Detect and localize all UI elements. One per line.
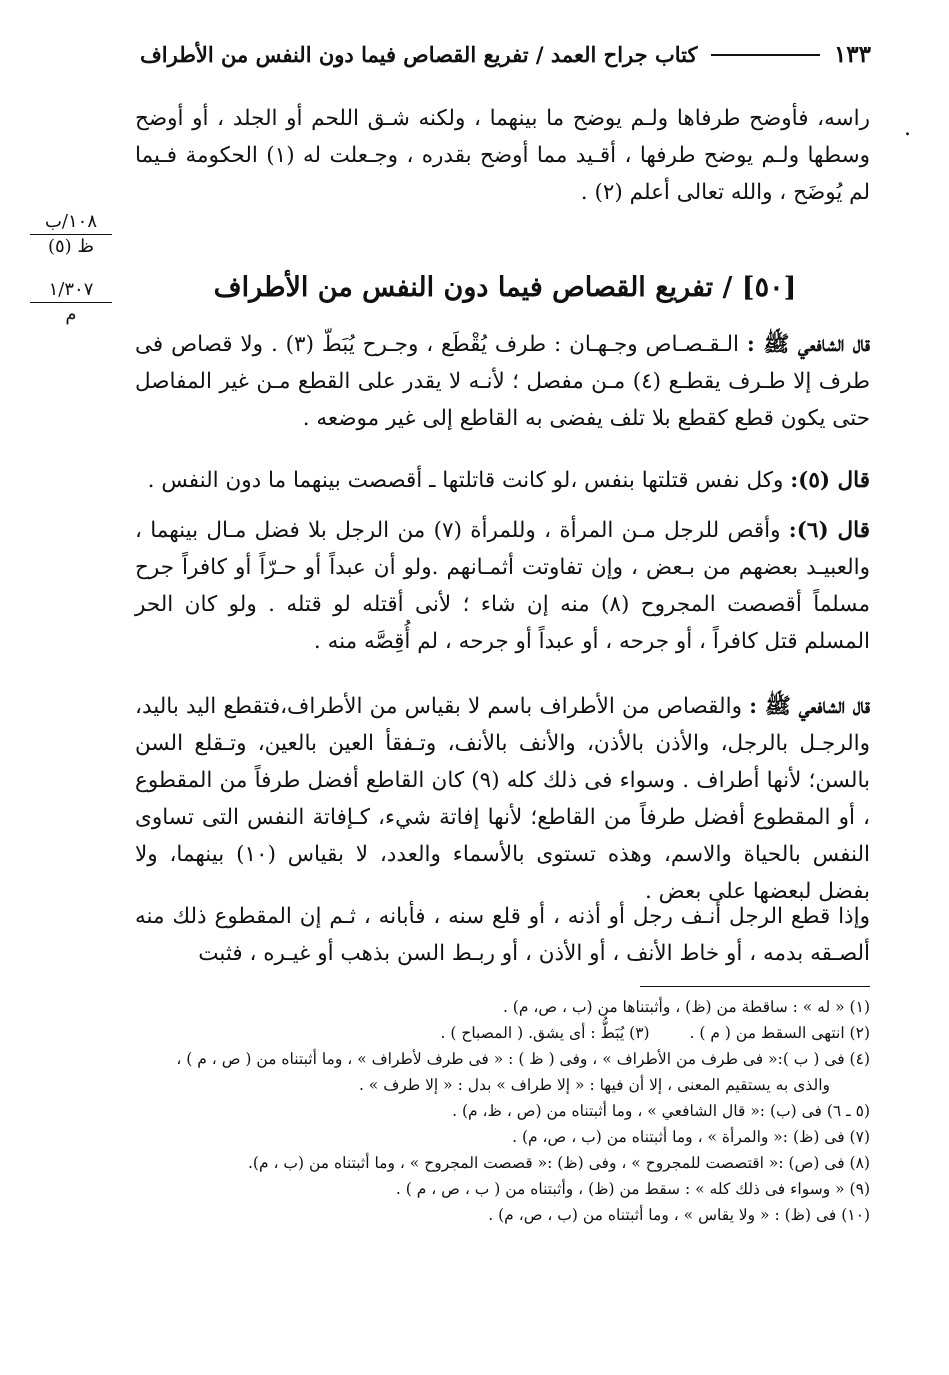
paragraph-text: وكل نفس قتلتها بنفس ،لو كانت قاتلتها ـ أقصصت بينهما ما دون النفس . (147, 468, 784, 493)
paragraph-1 (135, 100, 870, 211)
footnote: (٤) فى ( ب ):« فى طرف من الأطراف » ، وفى ( ظ ) : « فى طرف لأطراف » ، وما أثبتناه من ( ص ، م ) ، (176, 1050, 870, 1068)
footnote: (٢) انتهى السقط من ( م ) . (689, 1024, 870, 1042)
footnote: (٧) فى (ظ) :« والمرأة » ، وما أثبتناه من (ب ، ص، م) . (512, 1128, 870, 1146)
paragraph-2 (135, 326, 870, 437)
footnote-continuation: والذى به يستقيم المعنى ، إلا أن فيها : « إلا طراف » بدل : « إلا طرف » . (358, 1076, 830, 1094)
margin-note-line: ١/٣٠٧ (30, 278, 112, 303)
footnote: (٣) يُبَطُّ : أى يشق. ( المصباح ) . (440, 1024, 650, 1042)
running-header (140, 34, 871, 74)
margin-note-line: م (65, 304, 77, 325)
header-title: كتاب جراح العمد / تفريع القصاص فيما دون النفس من الأطراف (140, 41, 698, 67)
footnote: (٥ ـ ٦) فى (ب) :« قال الشافعي » ، وما أثبتناه من (ص ، ظ، م) . (452, 1102, 870, 1120)
margin-note-line: ظ (٥) (47, 236, 95, 257)
speaker-lead: قال (٥): (790, 468, 870, 493)
edge-mark: . (904, 116, 911, 141)
paragraph-text: وإذا قطع الرجل أنـف رجل أو أذنه ، أو قلع سنه ، فأبانه ، ثـم إن المقطوع ذلك منه ألصـقه بدمه ، أو خاط الأنف ، أو الأذن ، أو ربـط السن بذهب أو غيـره ، فثبت (135, 904, 870, 966)
paragraph-6 (135, 898, 870, 972)
paragraph-text: والقصاص من الأطراف باسم لا بقياس من الأطراف،فتقطع اليد باليد، والرجـل بالرجل، والأذن بالأذن، والأنف بالأنف، وتـفقأ العين بالعين، وتـقلع السن بالسن؛ لأنها أطراف . وسواء فى ذلك كله (٩) كان القاطع أفضل طرفاً من المقطوع ، أو المقطوع أفضل طرفاً من القاطع؛ لأنها إفاتة شيء، كـإفاتة النفس التى تساوى النفس بالحياة والاسم، وهذه تستوى بالأسماء والعدد، لا بقياس (١٠) بينهما، ولا بفضل لبعضها على بعض . (135, 694, 870, 904)
footnote: (٩) « وسواء فى ذلك كله » : سقط من (ظ) ، وأثبتناه من ( ب ، ص ، م ) . (395, 1180, 870, 1198)
speaker-lead: قال (٦): (788, 518, 870, 543)
paragraph-5 (135, 688, 870, 910)
footnote: (١٠) فى (ظ) : « ولا يقاس » ، وما أثبتناه من (ب ، ص، م) . (488, 1206, 870, 1224)
paragraph-4 (135, 512, 870, 660)
footnote: (٨) فى (ص) :« اقتصصت للمجروح » ، وفى (ظ) :« قصصت المجروح » ، وما أثبتناه من (ب ، م). (248, 1154, 870, 1172)
header-rule (711, 54, 819, 56)
margin-note-folio-1 (30, 210, 112, 259)
section-heading: [٥٠] / تفريع القصاص فيما دون النفس من الأطراف (213, 272, 797, 303)
page-number: ١٣٣ (833, 40, 871, 68)
footnotes (140, 994, 870, 1228)
speaker-lead: قال الشافعي ﷺ : (749, 694, 870, 719)
speaker-lead: قال الشافعي ﷺ : (746, 332, 870, 357)
paragraph-text: راسه، فأوضح طرفاها ولـم يوضح ما بينهما ، ولكنه شـق اللحم أو الجلد ، أو أوضح وسطها ولـم يوضح طرفها ، أقـيد مما أوضح بقدره ، وجـعلت له (١) الحكومة فـيما لم يُوضَح ، والله تعالى أعلم (٢) . (135, 106, 870, 205)
paragraph-text: الـقـصـاص وجـهـان : طرف يُقْطَع ، وجـرح يُبَطّ (٣) . ولا قصاص فى طرف إلا طـرف يقطـع (٤) مـن مفصل ؛ لأنـه لا يقدر على القطع مـن غير المفاصل حتى يكون قطع كقطع بلا تلف يفضى به القاطع إلى غير موضعه . (135, 332, 870, 431)
margin-note-line: ١٠٨/ب (30, 210, 112, 235)
footnote: (١) « له » : ساقطة من (ظ) ، وأثبتناها من (ب ، ص، م) . (502, 998, 870, 1016)
footnote-pair (140, 1020, 870, 1046)
paragraph-3 (135, 462, 870, 499)
paragraph-text: وأقص للرجل مـن المرأة ، وللمرأة (٧) من الرجل بلا فضل مـال بينهما ، والعبيـد بعضهم من بـعض ، وإن تفاوتت أثمـانهم .ولو أن عبداً أو حـرّاً أو كافراً جرح مسلماً أقصصت المجروح (٨) منه إن شاء ؛ لأنى أقتله لو قتله . ولو كان الحر المسلم قتل كافراً ، أو جرحه ، أو عبداً أو جرحه ، لم أُقِصَّه منه . (135, 518, 870, 654)
margin-note-folio-2 (30, 278, 112, 327)
footnote-separator (640, 986, 870, 987)
